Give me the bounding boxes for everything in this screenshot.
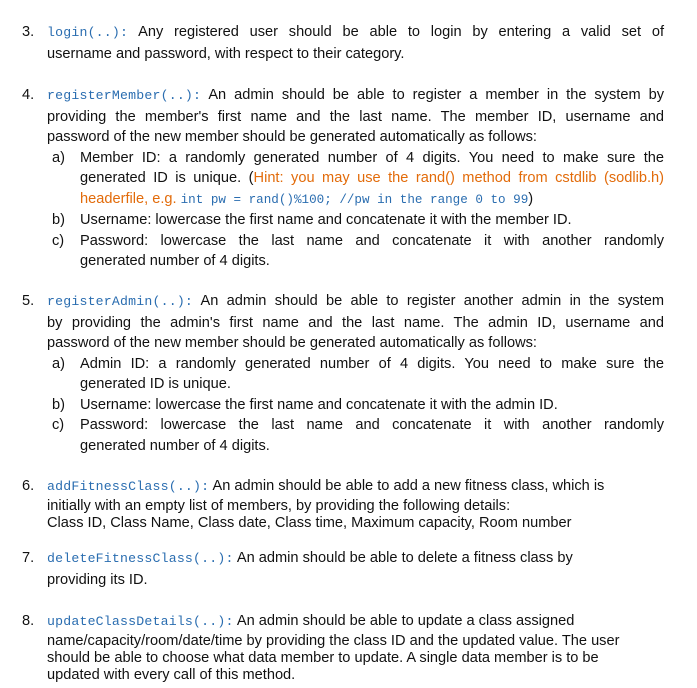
sub-line: Username: lowercase the first name and concatenate it with the admin ID. xyxy=(80,396,558,413)
item-line: password of the new member should be generated automatically as follows: xyxy=(47,129,537,145)
sub-item-b xyxy=(47,395,664,416)
sub-item-a xyxy=(47,354,664,395)
item-body xyxy=(47,22,664,64)
sub-item-c xyxy=(47,415,664,456)
item-first-line: login(..): Any registered user should be able to login by entering a valid set of xyxy=(47,24,664,40)
item-line: should be able to choose what data member to update. A single data member is to be xyxy=(47,649,599,666)
item-body xyxy=(47,476,664,532)
item-line: providing its ID. xyxy=(47,571,148,588)
item-first-line: updateClassDetails(..): An admin should be able to update a class assigned xyxy=(47,613,575,629)
sub-label: b) xyxy=(52,212,65,228)
method-name: addFitnessClass(..): xyxy=(47,479,210,494)
sub-line-hint: generated ID is unique. (Hint: you may use the rand() method from cstdlib (sodlib.h) xyxy=(80,170,664,186)
hint-label: Hint: xyxy=(253,170,284,186)
method-name: login(..): xyxy=(47,25,129,40)
item-first-line: registerMember(..): An admin should be able to register a member in the system by xyxy=(47,87,664,103)
hint-text: you may use the rand() method from cstdlib (sodlib.h) xyxy=(283,170,664,186)
sub-label: a) xyxy=(52,149,65,166)
item-body xyxy=(47,611,664,685)
item-number: 5. xyxy=(22,293,35,309)
item-number: 4. xyxy=(22,87,35,103)
sub-line: Username: lowercase the first name and concatenate it with the member ID. xyxy=(80,212,572,228)
item-first-line: addFitnessClass(..): An admin should be able to add a new fitness class, which is xyxy=(47,478,605,494)
item-body xyxy=(47,85,664,272)
sub-line: generated number of 4 digits. xyxy=(80,253,270,269)
sub-label: c) xyxy=(52,232,65,249)
item-number: 7. xyxy=(22,550,35,566)
item-line: name/capacity/room/date/time by providing the class ID and the updated value. The user xyxy=(47,632,620,649)
sub-line: Password: lowercase the last name and concatenate it with another randomly xyxy=(80,232,664,249)
sub-label: b) xyxy=(52,396,65,413)
sub-item-c xyxy=(47,231,664,272)
item-first-line: deleteFitnessClass(..): An admin should be able to delete a fitness class by xyxy=(47,550,573,566)
item-body xyxy=(47,291,664,456)
sub-line: Admin ID: a randomly generated number of 4 digits. You need to make sure the xyxy=(80,355,664,372)
item-line: password of the new member should be generated automatically as follows: xyxy=(47,335,537,351)
item-line: username and password, with respect to their category. xyxy=(47,45,405,62)
method-name: updateClassDetails(..): xyxy=(47,614,234,629)
method-name: registerAdmin(..): xyxy=(47,294,194,309)
item-body xyxy=(47,548,664,590)
sub-line-hint-code: headerfile, e.g. int pw = rand()%100; //pw in the range 0 to 99) xyxy=(80,190,534,207)
sub-line: generated ID is unique. xyxy=(80,376,231,392)
sub-item-a xyxy=(47,148,664,211)
item-line: providing the member's first name and the last name. The member ID, username and xyxy=(47,108,664,125)
sub-label: a) xyxy=(52,355,65,372)
item-first-line: registerAdmin(..): An admin should be able to register another admin in the system xyxy=(47,293,664,309)
item-line: Class ID, Class Name, Class date, Class time, Maximum capacity, Room number xyxy=(47,514,572,531)
sub-item-b xyxy=(47,210,664,231)
hint-code: int pw = rand()%100; //pw in the range 0 to 99 xyxy=(180,192,529,207)
sub-label: c) xyxy=(52,417,65,433)
sub-line: Member ID: a randomly generated number of 4 digits. You need to make sure the xyxy=(80,149,664,166)
sub-line: Password: lowercase the last name and concatenate it with another randomly xyxy=(80,417,664,433)
item-line: initially with an empty list of members, by providing the following details: xyxy=(47,497,511,514)
item-number: 6. xyxy=(22,478,35,494)
method-name: registerMember(..): xyxy=(47,88,202,103)
item-line: by providing the admin's first name and the last name. The admin ID, username and xyxy=(47,314,664,331)
item-number: 3. xyxy=(22,24,35,40)
sub-line: generated number of 4 digits. xyxy=(80,437,270,454)
item-number: 8. xyxy=(22,613,35,629)
item-line: updated with every call of this method. xyxy=(47,667,296,684)
method-name: deleteFitnessClass(..): xyxy=(47,551,234,566)
